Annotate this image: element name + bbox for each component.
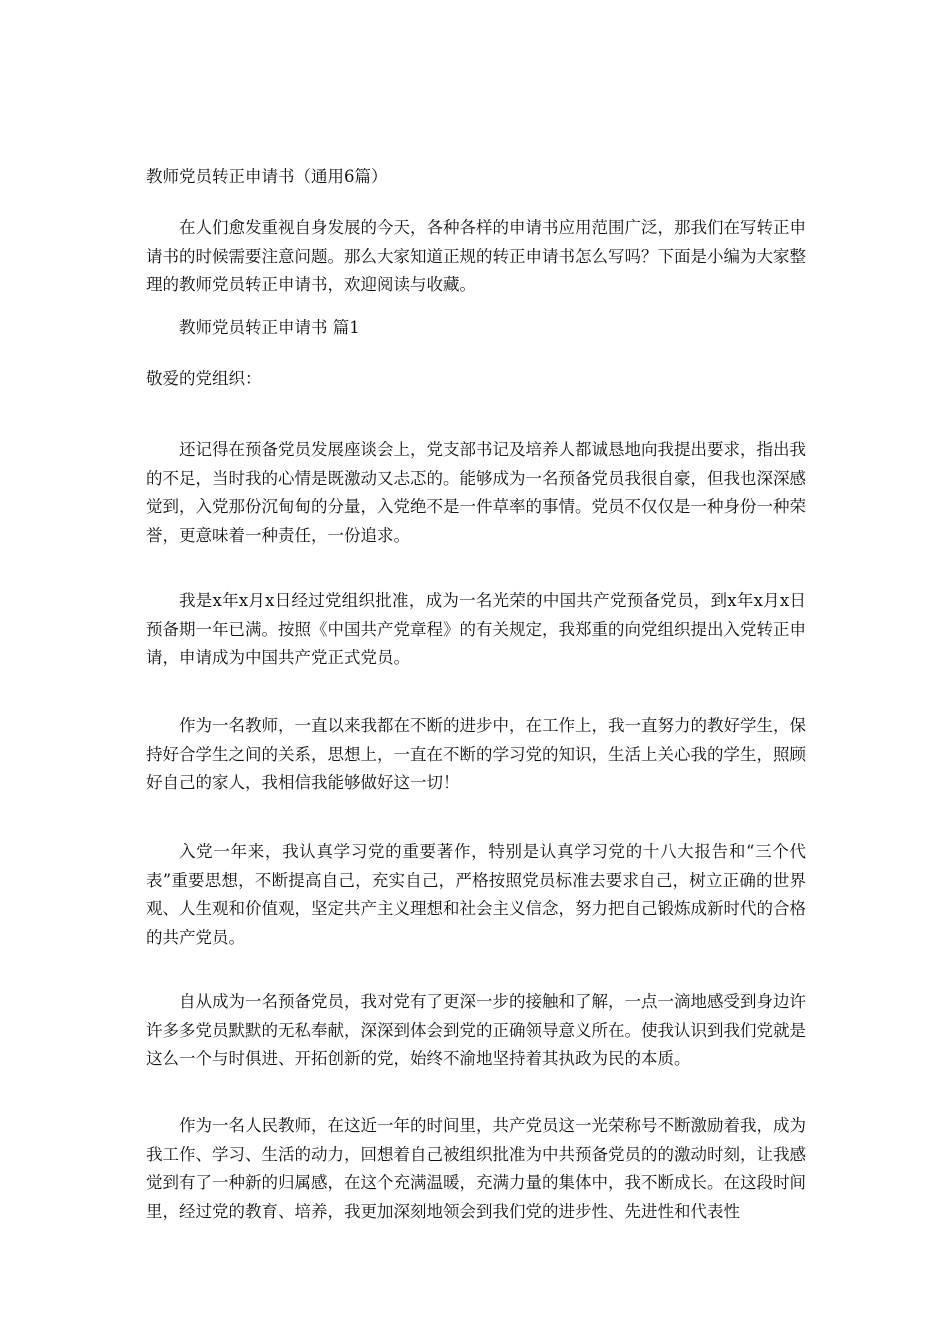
body-paragraph: 作为一名人民教师，在这近一年的时间里，共产党员这一光荣称号不断激励着我，成为我工作、学习、生活的动力，回想着自己被组织批准为中共预备党员的的激动时刻，让我感觉到有了一种新的归属感，在这个充满温暖，充满力量的集体中，我不断成长。在这段时间里，经过党的教育、培养，我更加深刻地领会到我们党的进步性、先进性和代表性	[146, 1116, 806, 1221]
body-paragraph: 我是x年x月x日经过党组织批准，成为一名光荣的中国共产党预备党员，到x年x月x日预备期一年已满。按照《中国共产党章程》的有关规定，我郑重的向党组织提出入党转正申请，申请成为中国共产党正式党员。	[146, 591, 806, 668]
body-paragraph: 作为一名教师，一直以来我都在不断的进步中，在工作上，我一直努力的教好学生，保持好合学生之间的关系，思想上，一直在不断的学习党的知识，生活上关心我的学生，照顾好自己的家人，我相信我能够做好这一切！	[146, 716, 806, 793]
salutation: 敬爱的党组织：	[146, 369, 262, 388]
document-title: 教师党员转正申请书（通用6篇）	[146, 167, 388, 186]
body-paragraph: 入党一年来，我认真学习党的重要著作，特别是认真学习党的十八大报告和“三个代表”重要思想，不断提高自己，充实自己，严格按照党员标准去要求自己，树立正确的世界观、人生观和价值观，坚定共产主义理想和社会主义信念，努力把自己锻炼成新时代的合格的共产党员。	[146, 842, 806, 947]
body-paragraph: 自从成为一名预备党员，我对党有了更深一步的接触和了解，一点一滴地感受到身边许许多多党员默默的无私奉献，深深到体会到党的正确领导意义所在。使我认识到我们党就是这么一个与时俱进、开拓创新的党，始终不渝地坚持着其执政为民的本质。	[146, 992, 806, 1069]
body-paragraph: 还记得在预备党员发展座谈会上，党支部书记及培养人都诚恳地向我提出要求，指出我的不足，当时我的心情是既激动又忐忑的。能够成为一名预备党员我很自豪，但我也深深感觉到，入党那份沉甸甸的分量，入党绝不是一件草率的事情。党员不仅仅是一种身份一种荣誉，更意味着一种责任，一份追求。	[146, 440, 806, 545]
section-heading: 教师党员转正申请书 篇1	[179, 318, 360, 337]
intro-paragraph: 在人们愈发重视自身发展的今天，各种各样的申请书应用范围广泛，那我们在写转正申请书的时候需要注意问题。那么大家知道正规的转正申请书怎么写吗？下面是小编为大家整理的教师党员转正申请书，欢迎阅读与收藏。	[146, 218, 806, 295]
